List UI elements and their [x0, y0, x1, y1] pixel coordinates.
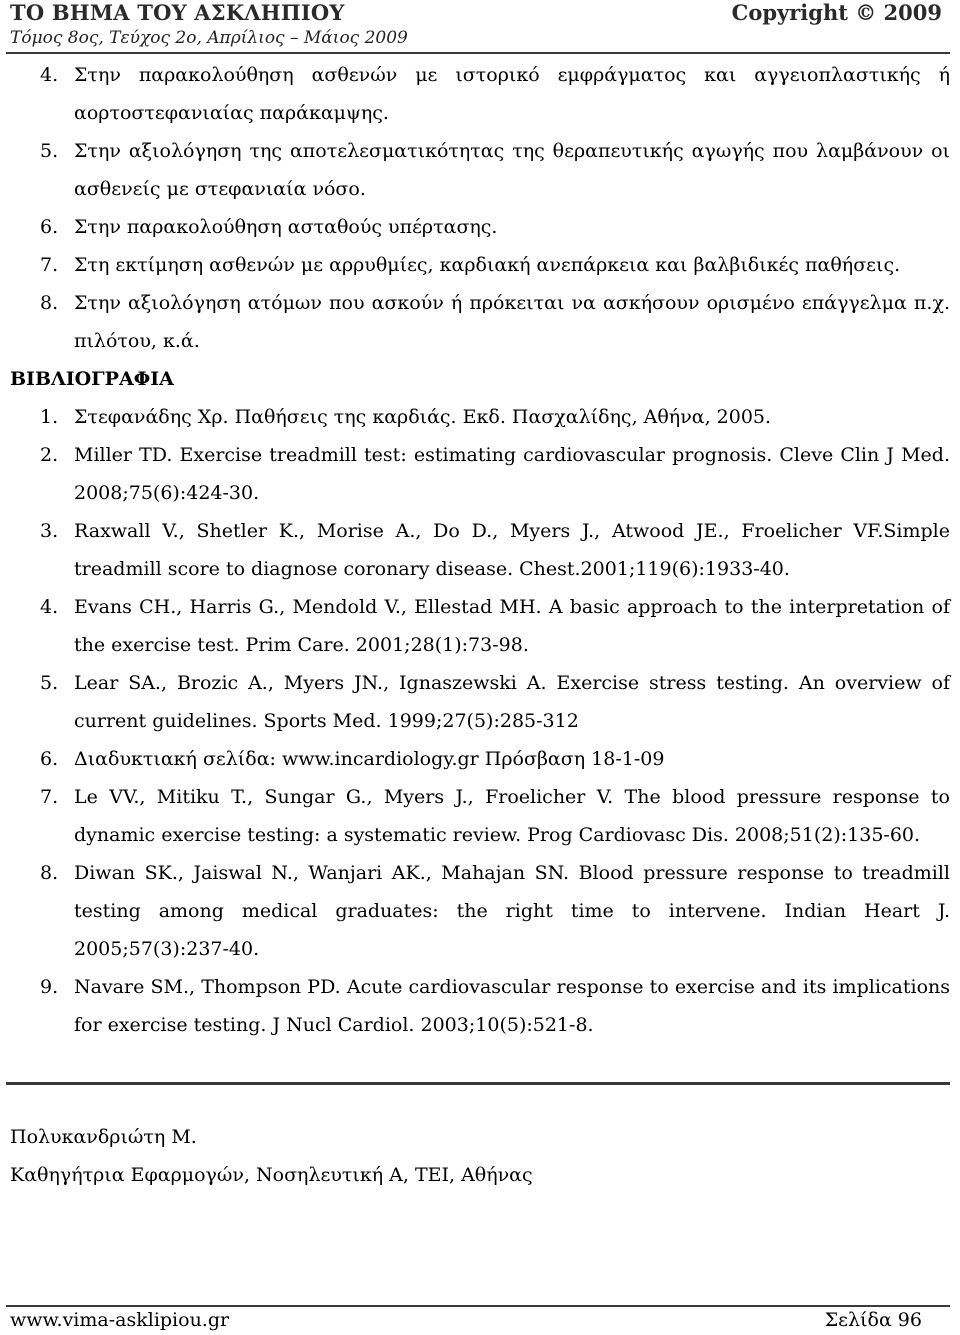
list-item-number: 8.: [40, 292, 59, 314]
header-divider: [6, 52, 950, 54]
reference-text: Στεφανάδης Χρ. Παθήσεις της καρδιάς. Εκδ. Πασχαλίδης, Αθήνα, 2005.: [74, 406, 772, 428]
reference-text: Lear SA., Brozic A., Myers JN., Ignaszewski A. Exercise stress testing. An overview of current guidelines. Sports Med. 1999;27(5):285-312: [74, 672, 950, 732]
journal-title: ΤΟ ΒΗΜΑ ΤΟΥ ΑΣΚΛΗΠΙΟΥ: [10, 0, 345, 25]
footer-url: www.vima-asklipiou.gr: [10, 1309, 230, 1331]
list-item-text: Στην παρακολούθηση ασθενών με ιστορικό εμφράγματος και αγγειοπλαστικής ή αορτοστεφανιαίας παράκαμψης.: [74, 64, 950, 124]
list-item-number: 5.: [40, 140, 59, 162]
reference-number: 4.: [40, 596, 59, 618]
list-item: [0, 284, 960, 360]
bibliography-heading: ΒΙΒΛΙΟΓΡΑΦΙΑ: [10, 368, 174, 390]
reference-number: 7.: [40, 786, 59, 808]
copyright-notice: Copyright © 2009: [731, 0, 942, 25]
section-divider: [6, 1082, 950, 1085]
reference-item: [0, 588, 960, 664]
reference-item: [0, 740, 960, 778]
list-item: [0, 56, 960, 132]
page-number: Σελίδα 96: [824, 1309, 922, 1331]
reference-number: 3.: [40, 520, 59, 542]
author-affiliation: Καθηγήτρια Εφαρμογών, Νοσηλευτική Α, ΤΕΙ, Αθήνας: [10, 1164, 533, 1186]
reference-number: 9.: [40, 976, 59, 998]
reference-text: Διαδυκτιακή σελίδα: www.incardiology.gr Πρόσβαση 18-1-09: [74, 748, 665, 770]
reference-item: [0, 968, 960, 1044]
reference-item: [0, 436, 960, 512]
reference-item: [0, 854, 960, 968]
issue-info: Τόμος 8ος, Τεύχος 2ο, Απρίλιος – Μάιος 2009: [10, 28, 408, 48]
reference-number: 8.: [40, 862, 59, 884]
page-header: [10, 0, 942, 52]
list-item-number: 4.: [40, 64, 59, 86]
reference-number: 6.: [40, 748, 59, 770]
reference-text: Le VV., Mitiku T., Sungar G., Myers J., Froelicher V. The blood pressure response to dynamic exercise testing: a systematic review. Prog Cardiovasc Dis. 2008;51(2):135-60.: [74, 786, 950, 846]
author-name: Πολυκανδριώτη Μ.: [10, 1126, 197, 1148]
reference-item: [0, 664, 960, 740]
list-item: [0, 246, 960, 284]
reference-text: Diwan SK., Jaiswal N., Wanjari AK., Mahajan SN. Blood pressure response to treadmill testing among medical graduates: the right time to intervene. Indian Heart J. 2005;57(3):237-40.: [74, 862, 950, 960]
reference-number: 1.: [40, 406, 59, 428]
reference-text: Miller TD. Exercise treadmill test: estimating cardiovascular prognosis. Cleve Clin J Med. 2008;75(6):424-30.: [74, 444, 950, 504]
list-item-text: Στην αξιολόγηση ατόμων που ασκούν ή πρόκειται να ασκήσουν ορισμένο επάγγελμα π.χ. πιλότου, κ.ά.: [74, 292, 950, 352]
list-item-text: Στη εκτίμηση ασθενών με αρρυθμίες, καρδιακή ανεπάρκεια και βαλβιδικές παθήσεις.: [74, 254, 901, 276]
author-block: [10, 1118, 533, 1194]
list-item-number: 6.: [40, 216, 59, 238]
reference-text: Navare SM., Thompson PD. Acute cardiovascular response to exercise and its implications for exercise testing. J Nucl Cardiol. 2003;10(5):521-8.: [74, 976, 950, 1036]
footer-divider: [6, 1305, 950, 1307]
reference-text: Evans CH., Harris G., Mendold V., Ellestad MH. A basic approach to the interpretation of the exercise test. Prim Care. 2001;28(1):73-98.: [74, 596, 950, 656]
reference-number: 5.: [40, 672, 59, 694]
reference-number: 2.: [40, 444, 59, 466]
reference-item: [0, 778, 960, 854]
page-content: [0, 56, 960, 1044]
list-item-number: 7.: [40, 254, 59, 276]
list-item: [0, 132, 960, 208]
reference-item: [0, 512, 960, 588]
reference-item: [0, 398, 960, 436]
list-item-text: Στην αξιολόγηση της αποτελεσματικότητας της θεραπευτικής αγωγής που λαμβάνουν οι ασθενείς με στεφανιαία νόσο.: [74, 140, 950, 200]
list-item: [0, 208, 960, 246]
reference-text: Raxwall V., Shetler K., Morise A., Do D., Myers J., Atwood JE., Froelicher VF.Simple treadmill score to diagnose coronary disease. Chest.2001;119(6):1933-40.: [74, 520, 950, 580]
list-item-text: Στην παρακολούθηση ασταθούς υπέρτασης.: [74, 216, 498, 238]
